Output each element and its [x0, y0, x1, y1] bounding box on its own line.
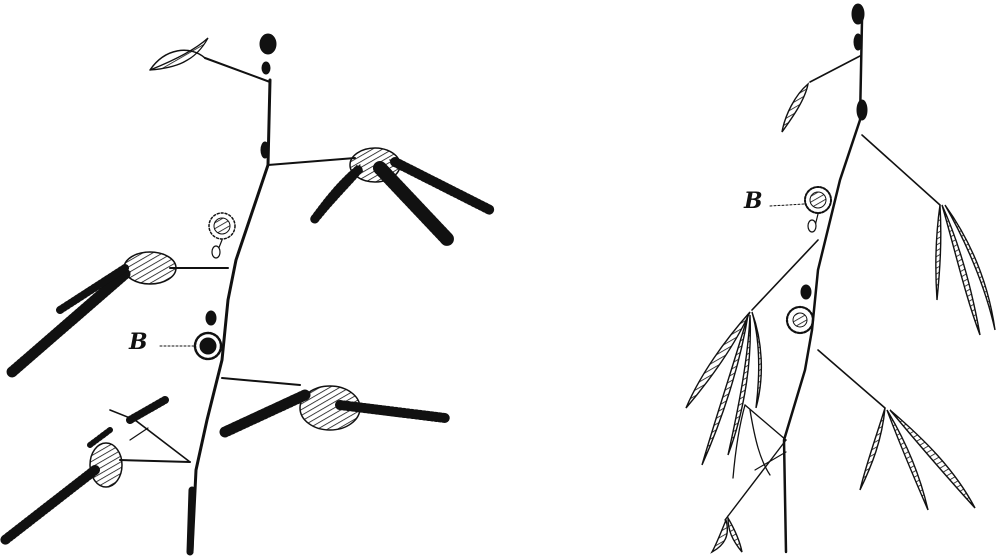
right-tip-bud [852, 4, 867, 120]
left-sprig [5, 34, 490, 552]
left-flower-label: B [129, 329, 148, 355]
left-right-branch-1 [268, 158, 355, 165]
left-leaf-lower-left [5, 400, 165, 540]
right-leaf-middle-left [686, 312, 761, 465]
left-right-branch-2 [222, 378, 300, 385]
right-flower-label: B [744, 188, 763, 214]
left-leaf-upper-right [314, 148, 490, 240]
left-leaf-top [150, 38, 208, 70]
right-leaf-upper-right [936, 205, 995, 335]
left-left-branch-2 [120, 460, 190, 462]
left-main-stem [192, 80, 270, 552]
left-leaf-lower-right [225, 386, 445, 432]
right-left-branch-2 [745, 405, 786, 440]
left-flower-head-B [195, 311, 221, 359]
right-flower-head-lower [787, 285, 813, 333]
right-leaf-lower-left [712, 405, 770, 552]
left-leaf-middle-left [10, 252, 176, 372]
left-flower-head-upper [209, 213, 235, 258]
left-upper-branch [205, 58, 270, 82]
right-right-branch-1 [862, 135, 940, 205]
right-right-branch-2 [818, 350, 885, 408]
right-leaf-top [782, 84, 808, 132]
right-upper-branch [810, 56, 860, 82]
right-flower-head-B [805, 187, 831, 232]
right-sprig [686, 4, 995, 552]
right-leaf-lower-right [860, 408, 975, 510]
right-left-branch-1 [752, 240, 818, 310]
